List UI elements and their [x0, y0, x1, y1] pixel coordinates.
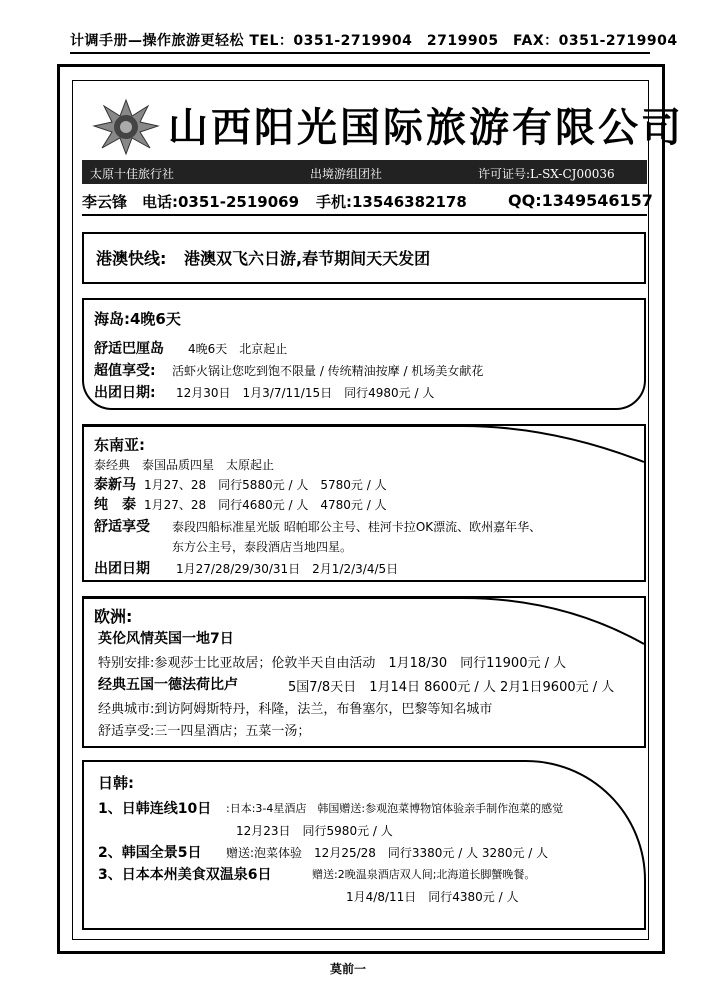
page-footer: 莫前一 — [330, 962, 367, 976]
rihan-l3-label: 3、日本本州美食双温泉6日 — [98, 867, 272, 883]
dny-l4-text: 1月27/28/29/30/31日 2月1/2/3/4/5日 — [176, 562, 399, 576]
dny-l3-text: 泰段四船标准星光版 昭帕耶公主号、桂河卡拉OK漂流、欧州嘉年华、 — [172, 520, 542, 534]
rihan-l1-text: :日本:3-4星酒店 韩国赠送:参观泡菜博物馆体验亲手制作泡菜的感觉 — [226, 802, 564, 815]
dny-l2-text: 1月27、28 同行4680元 / 人 4780元 / 人 — [144, 498, 387, 512]
haidao-line3-text: 12月30日 1月3/7/11/15日 同行4980元 / 人 — [176, 386, 435, 400]
section-gangao — [82, 232, 646, 284]
haidao-line1-text: 4晚6天 北京起止 — [188, 342, 288, 356]
ouzhou-l4: 经典城市:到访阿姆斯特丹，科隆，法兰，布鲁塞尔，巴黎等知名城市 — [98, 702, 493, 717]
rihan-l3-text: 赠送:2晚温泉酒店双人间;北海道长脚蟹晚餐。 — [312, 868, 536, 881]
header-contact-line: 计调手册—操作旅游更轻松 TEL：0351-2719904 2719905 FAX：0351-2719904 — [70, 30, 650, 54]
section-haidao — [82, 298, 646, 410]
section-rihan — [82, 760, 646, 930]
rihan-l1-date: 12月23日 同行5980元 / 人 — [236, 824, 393, 838]
dny-title: 东南亚: — [94, 436, 145, 454]
dny-l1-label: 泰新马 — [94, 477, 136, 493]
dny-l1-text: 1月27、28 同行5880元 / 人 5780元 / 人 — [144, 478, 387, 492]
contact-person: 李云锋 — [82, 193, 128, 211]
dny-l4-label: 出团日期 — [94, 561, 150, 577]
company-info-bar — [82, 160, 647, 184]
ouzhou-l3-text: 5国7/8天日 1月14日 8600元 / 人 2月1日9600元 / 人 — [288, 680, 615, 695]
contact-row — [82, 188, 653, 216]
dny-sub: 泰经典 泰国品质四星 太原起止 — [94, 458, 275, 472]
company-logo — [90, 96, 162, 156]
company-name: 山西阳光国际旅游有限公司 — [168, 105, 684, 151]
haidao-line1-label: 舒适巴厘岛 — [94, 341, 164, 357]
ouzhou-l2: 特别安排:参观莎士比亚故居；伦敦半天自由活动 1月18/30 同行11900元 / 人 — [98, 656, 567, 671]
haidao-line3-label: 出团日期: — [94, 385, 156, 401]
contact-mobile: 手机:13546382178 — [316, 193, 467, 211]
gangao-title: 港澳快线: — [96, 249, 167, 268]
rihan-title: 日韩: — [98, 774, 134, 792]
bar-left-text: 太原十佳旅行社 — [90, 167, 175, 181]
license-number: 许可证号:L-SX-CJ00036 — [478, 167, 615, 181]
haidao-line2-label: 超值享受: — [94, 363, 156, 379]
ouzhou-title: 欧洲: — [94, 607, 133, 626]
rihan-l2-label: 2、韩国全景5日 — [98, 845, 202, 861]
ouzhou-l3-label: 经典五国一德法荷比卢 — [98, 677, 238, 693]
rihan-l2-text: 赠送:泡菜体验 12月25/28 同行3380元 / 人 3280元 / 人 — [226, 846, 549, 860]
dny-l2-label: 纯 泰 — [94, 497, 136, 513]
section-ouzhou — [82, 596, 646, 748]
rihan-l1-label: 1、日韩连线10日 — [98, 801, 212, 817]
gangao-desc: 港澳双飞六日游,春节期间天天发团 — [184, 249, 431, 268]
haidao-line2-text: 活虾火锅让您吃到饱不限量 / 传统精油按摩 / 机场美女献花 — [172, 364, 484, 378]
ouzhou-l5: 舒适享受:三一四星酒店；五菜一汤； — [98, 724, 311, 739]
ouzhou-l1: 英伦风情英国一地7日 — [98, 631, 234, 647]
section-dongnanya — [82, 424, 646, 582]
dny-l3-label: 舒适享受 — [94, 519, 150, 535]
bar-mid-text: 出境游组团社 — [310, 167, 383, 181]
haidao-title: 海岛:4晚6天 — [94, 310, 181, 328]
dny-l3-text2: 东方公主号，泰段酒店当地四星。 — [172, 540, 353, 554]
contact-phone: 电话:0351-2519069 — [142, 193, 300, 211]
contact-qq: QQ:1349546157 — [508, 191, 653, 210]
rihan-l3-date: 1月4/8/11日 同行4380元 / 人 — [346, 890, 519, 904]
